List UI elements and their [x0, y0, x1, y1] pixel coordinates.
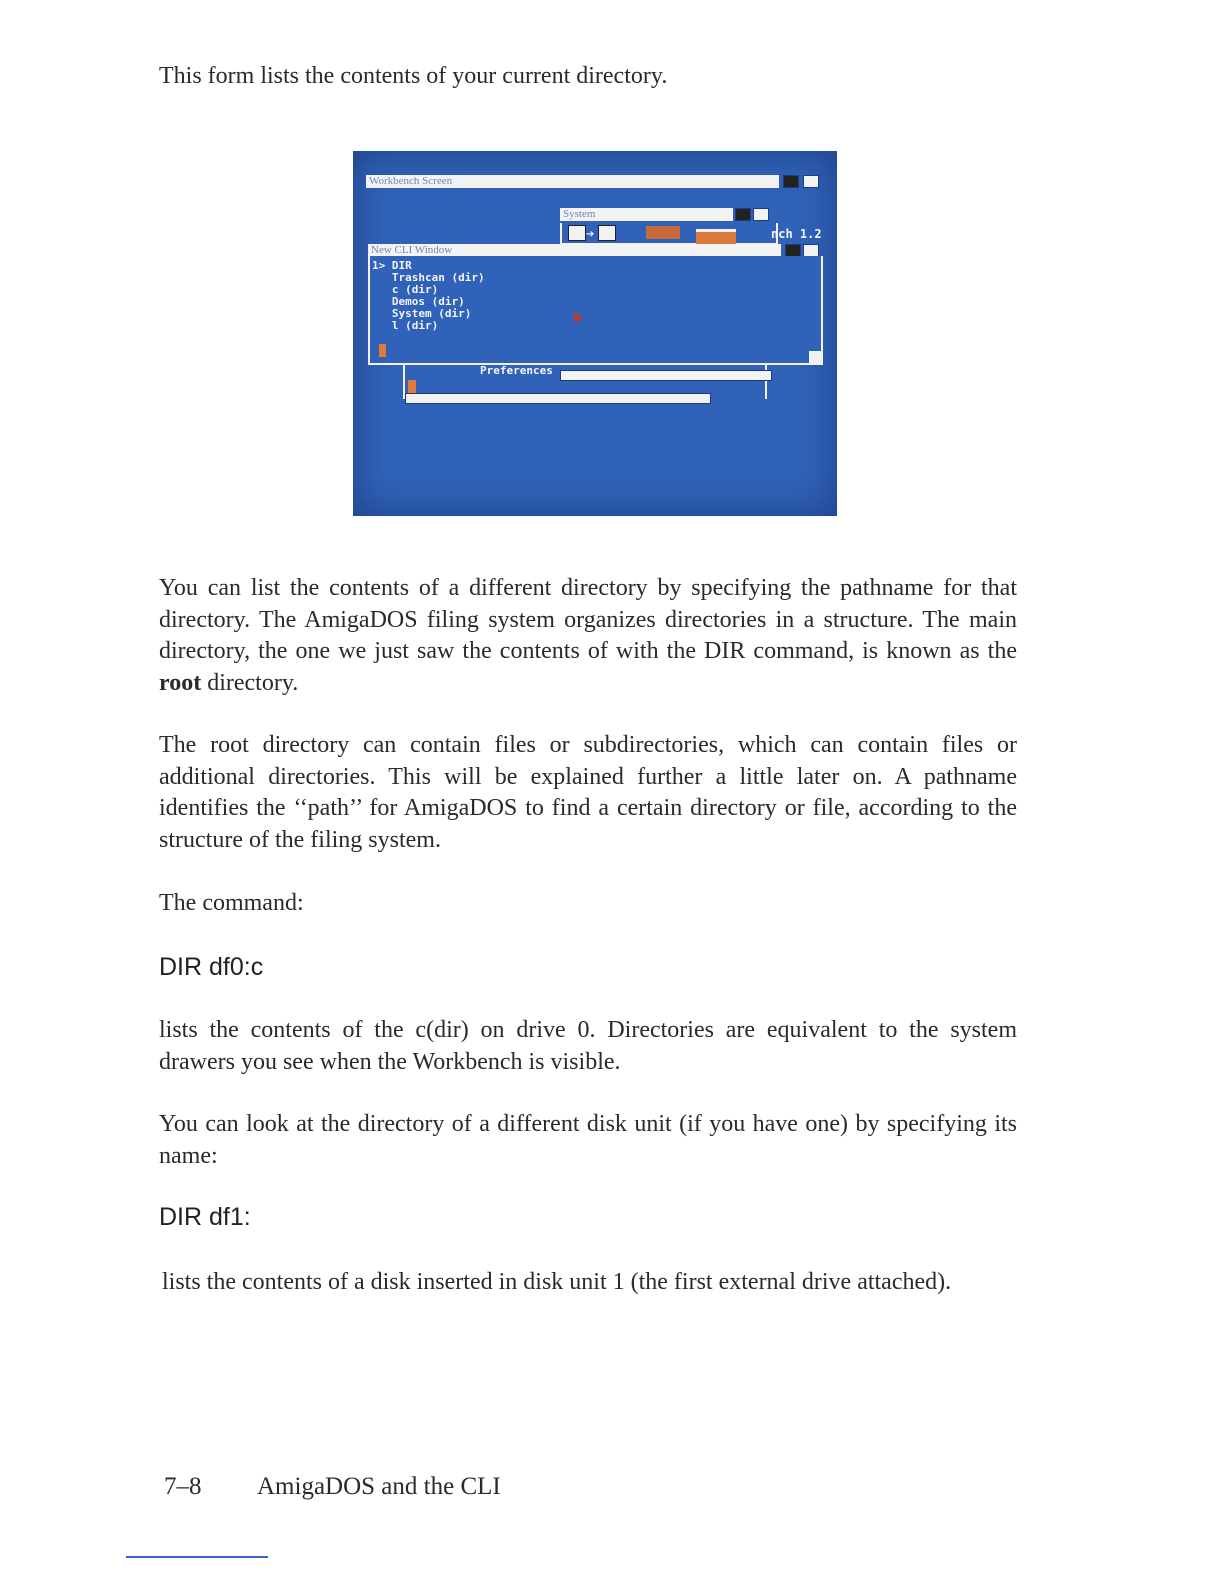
- chapter-title: AmigaDOS and the CLI: [257, 1473, 501, 1500]
- paragraph-text: directory.: [201, 669, 299, 696]
- depth-back-icon: [783, 175, 799, 188]
- cli-window-title: New CLI Window: [368, 244, 781, 257]
- workbench-version-label: nch 1.2: [771, 227, 822, 241]
- system-depth-front-icon: [753, 208, 769, 221]
- horizontal-scrollbar: [560, 370, 772, 381]
- workbench-screen-title: Workbench Screen: [366, 175, 779, 188]
- paragraph-disk-unit: You can look at the directory of a different disk unit (if you have one) by specifying its name:: [159, 1111, 1017, 1169]
- screenshot-figure: [353, 151, 837, 516]
- page-number: 7–8: [164, 1473, 202, 1500]
- system-window: [560, 223, 778, 245]
- command-example: DIR df0:c: [159, 953, 264, 981]
- disk-copy-icon: [598, 225, 616, 241]
- command-example: DIR df1:: [159, 1203, 251, 1231]
- page-footer: [164, 1473, 501, 1501]
- cli-line: System (dir): [372, 307, 472, 320]
- system-window-title: System: [560, 208, 733, 221]
- horizontal-scrollbar: [405, 393, 711, 404]
- cli-line: Demos (dir): [372, 295, 465, 308]
- cli-line: l (dir): [372, 319, 439, 332]
- paragraph-command: The command:: [159, 890, 304, 916]
- system-depth-back-icon: [735, 208, 751, 221]
- arrow-icon: ➔: [586, 229, 595, 240]
- paragraph-pathname: The root directory can contain files or subdirectories, which can contain files or additional directories. This will be explained further a little later on. A pathname identifies the ‘‘path’’ for AmigaDOS to find a certain directory or file, according to the structure of the filing system.: [159, 732, 1017, 853]
- utilities-drawer-icon: [646, 226, 680, 239]
- drawer-icon: [696, 229, 736, 244]
- cli-line: 1> DIR: [372, 259, 412, 272]
- paragraph-drawers: lists the contents of the c(dir) on drive 0. Directories are equivalent to the system drawers you see when the Workbench is visible.: [159, 1017, 1017, 1075]
- paragraph-text: You can list the contents of a different directory by specifying the pathname for that directory. The AmigaDOS filing system organizes directories in a structure. The main directory, the one we just saw the contents of with the DIR command, is known as the: [159, 575, 1017, 665]
- preferences-label: Preferences: [480, 364, 553, 377]
- intro-text: This form lists the contents of your current directory.: [159, 63, 668, 89]
- cli-window: [368, 256, 823, 365]
- paragraph-root: [159, 573, 1017, 699]
- text-cursor: [379, 344, 386, 357]
- bold-term: root: [159, 669, 202, 696]
- disk-icon: [568, 225, 586, 241]
- resize-gadget-icon: [809, 351, 821, 363]
- cli-line: Trashcan (dir): [372, 271, 485, 284]
- divider: [126, 1556, 268, 1558]
- paragraph-external-drive: lists the contents of a disk inserted in disk unit 1 (the first external drive attached).: [162, 1269, 952, 1295]
- cli-line: c (dir): [372, 283, 439, 296]
- orange-block: [408, 380, 416, 394]
- depth-front-icon: [803, 175, 819, 188]
